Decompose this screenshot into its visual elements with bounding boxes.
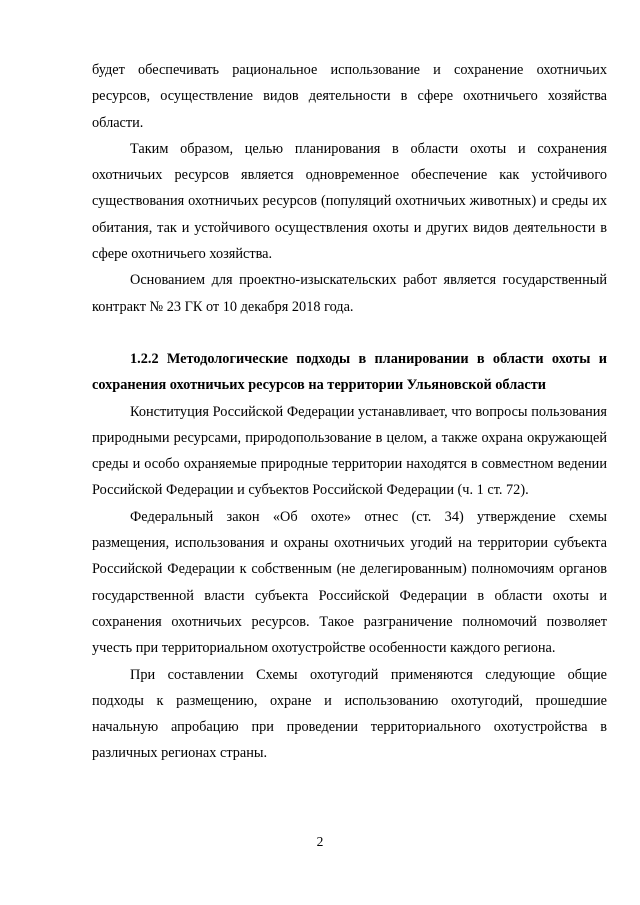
paragraph-federal-law: Федеральный закон «Об охоте» отнес (ст. 34) утверждение схемы размещения, использования и охраны охотничьих угодий на территории субъекта Российской Федерации к собственным (не делегированным) полномочиям органов государственной власти субъекта Российской Федерации в области охоты и сохранения охотничьих ресурсов. Такое разграничение полномочий позволяет учесть при территориальном охотустройстве особенности каждого региона. [92, 508, 607, 657]
section-heading: 1.2.2 Методологические подходы в планировании в области охоты и сохранения охотничьих ресурсов на территории Ульяновской области [92, 350, 607, 394]
section-spacer [92, 320, 607, 346]
page-number: 2 [316, 834, 324, 849]
paragraph-general-approaches: При составлении Схемы охотугодий применяются следующие общие подходы к размещению, охране и использованию охотугодий, прошедшие начальную апробацию при проведении территориального охотустройства в различных регионах страны. [92, 666, 607, 762]
paragraph-planning-goal: Таким образом, целью планирования в области охоты и сохранения охотничьих ресурсов является одновременное обеспечение как устойчивого существования охотничьих ресурсов (популяций охотничьих животных) и среды их обитания, так и устойчивого осуществления охоты и других видов деятельности в сфере охотничьего хозяйства. [92, 140, 607, 263]
paragraph-constitution: Конституция Российской Федерации устанавливает, что вопросы пользования природными ресурсами, природопользование в целом, а также охрана окружающей среды и особо охраняемые природные территории находятся в совместном ведении Российской Федерации и субъектов Российской Федерации (ч. 1 ст. 72). [92, 403, 607, 499]
paragraph-contract-basis: Основанием для проектно-изыскательских работ является государственный контракт № 23 ГК от 10 декабря 2018 года. [92, 272, 607, 315]
document-page [92, 57, 607, 767]
paragraph-continuation: будет обеспечивать рациональное использование и сохранение охотничьих ресурсов, осуществление видов деятельности в сфере охотничьего хозяйства области. [92, 62, 607, 131]
